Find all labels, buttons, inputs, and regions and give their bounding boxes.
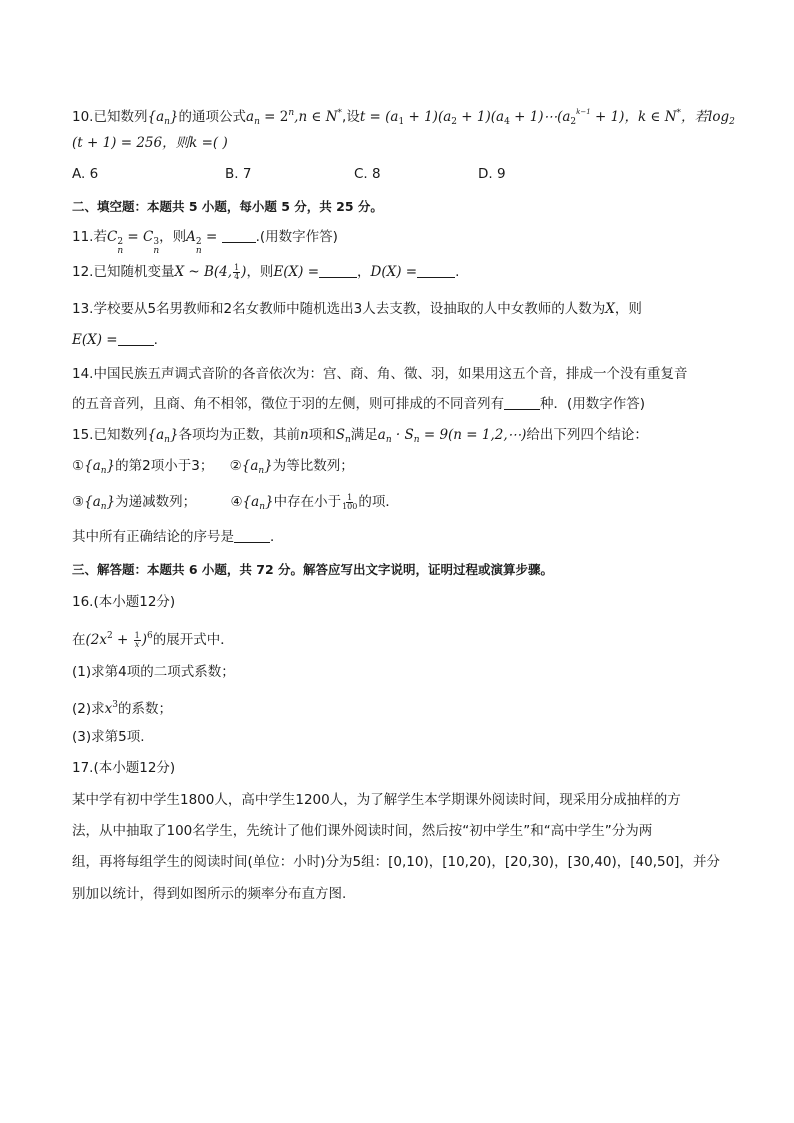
question-16-intro: 在($2x^2$ + $\frac{1}{x}$ )$^6$的展开式中． xyxy=(72,630,234,649)
answer-blank xyxy=(504,395,540,410)
question-15-line-1: 15.已知数列$\{a_n\}$各项均为正数，其前n项和$S_n$满足$a_n \cdot S_n = 9(n$ = 1,2,⋯)给出下列四个结论： xyxy=(72,427,648,445)
question-10-line-1: 10.已知数列$\{a_n\}$的通项公式$a_n = 2^n,n$ ∈ N*,设$t = (a_1 + 1)(a_2 + 1)(a_4$ + $1)\cdots(a_2^{k-1} + 1)$，k ∈ N*，若$\log_2$ xyxy=(72,108,735,127)
question-17-line-3: 组，再将每组学生的阅读时间(单位：小时)分为5组：[0,10)，[10,20)，[20,30)，[30,40)，[40,50]，并分 xyxy=(72,854,720,870)
answer-blank xyxy=(234,528,270,543)
question-14-line-1: 14.中国民族五声调式音阶的各音依次为：宫、商、角、徵、羽，如果用这五个音，排成一个没有重复音 xyxy=(72,366,688,382)
question-17-line-2: 法，从中抽取了100名学生，先统计了他们课外阅读时间，然后按“初中学生”和“高中学生”分为两 xyxy=(72,823,653,839)
question-10-line-2: (t + 1) = 256，则k =( ) xyxy=(72,135,228,151)
section-2-title: 二、填空题：本题共 5 小题，每小题 5 分，共 25 分。 xyxy=(72,199,383,214)
option-a: A. 6 xyxy=(72,166,99,182)
question-14-line-2: 的五音音列，且商、角不相邻，徵位于羽的左侧，则可排成的不同音列有 种．(用数字作答) xyxy=(72,396,646,412)
option-c: C. 8 xyxy=(354,166,381,182)
question-12: 12.已知随机变量X ~ B(4, $\frac{1}{4}$ )，则E(X) = ，D(X) = . xyxy=(72,262,460,281)
question-16-part-2: (2)求$x^3$的系数； xyxy=(72,700,172,717)
answer-blank xyxy=(118,331,154,346)
question-16-part-3: (3)求第5项. xyxy=(72,729,145,745)
question-10-options xyxy=(72,164,722,184)
answer-blank-ex xyxy=(319,263,357,278)
question-16-header: 16.(本小题12分) xyxy=(72,594,176,610)
question-13-line-2: E(X) = . xyxy=(72,332,158,348)
question-15-conclusions-1-2: $①\{a_n\}$的第2项小于3； $②\{a_n\}$为等比数列； xyxy=(72,458,354,476)
question-13-line-1: 13.学校要从5名男教师和2名女教师中随机选出3人去支教，设抽取的人中女教师的人数为X，则 xyxy=(72,301,642,317)
question-17-header: 17.(本小题12分) xyxy=(72,760,176,776)
question-16-part-1: (1)求第4项的二项式系数； xyxy=(72,664,235,680)
question-11: 11.若C 2 n = C 3 n ，则A 2 n = .(用数字作答) xyxy=(72,229,338,256)
section-3-title: 三、解答题：本题共 6 小题，共 72 分。解答应写出文字说明，证明过程或演算步骤。 xyxy=(72,562,554,577)
question-15-conclusions-3-4: $③\{a_n\}$为递减数列； $④\{a_n\}$中存在小于 $\frac{1}{100}$ 的项． xyxy=(72,492,399,512)
question-15-final: 其中所有正确结论的序号是 ． xyxy=(72,529,284,545)
answer-blank-dx xyxy=(417,263,455,278)
question-17-line-4: 别加以统计，得到如图所示的频率分布直方图. xyxy=(72,886,347,902)
answer-blank xyxy=(222,228,256,243)
option-b: B. 7 xyxy=(225,166,252,182)
question-17-line-1: 某中学有初中学生1800人，高中学生1200人，为了解学生本学期课外阅读时间，现采用分成抽样的方 xyxy=(72,792,681,808)
option-d: D. 9 xyxy=(478,166,506,182)
